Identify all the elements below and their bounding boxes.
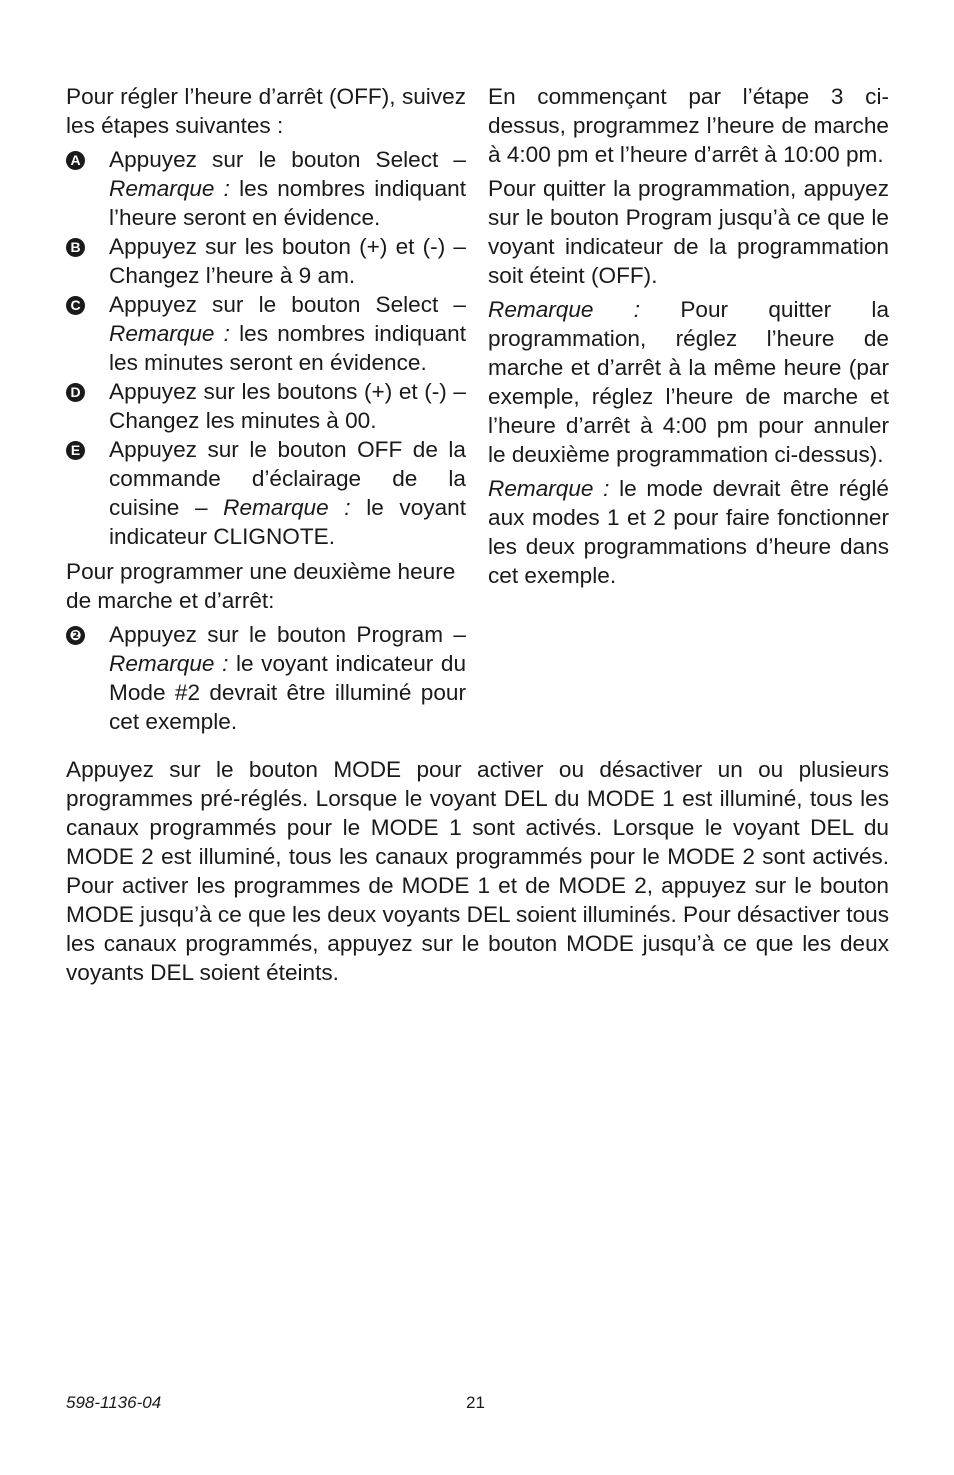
intro-paragraph: Pour régler l’heure d’arrêt (OFF), suivez les étapes suivantes :	[66, 84, 466, 138]
step-c-text: Appuyez sur le bouton Select –	[109, 292, 466, 317]
step-2-text-end: le voyant indicateur du Mode #2 devrait être illuminé pour cet exemple.	[109, 651, 467, 734]
right-paragraph-4-note: Remarque :	[488, 476, 610, 501]
right-column	[488, 82, 889, 595]
step-a-text-end: les nombres indiquant l’heure seront en évidence.	[109, 176, 466, 230]
right-paragraph-3	[488, 295, 889, 469]
step-e-note: Remarque :	[223, 495, 351, 520]
right-paragraph-1: En commençant par l’étape 3 ci-dessus, programmez l’heure de marche à 4:00 pm et l’heure d’arrêt à 10:00 pm.	[488, 84, 889, 167]
step-marker-d-icon: D	[66, 383, 85, 402]
step-a	[66, 145, 466, 232]
right-paragraph-4	[488, 474, 889, 590]
step-marker-a-icon: A	[66, 151, 85, 170]
step-marker-b-icon: B	[66, 238, 85, 257]
step-d	[66, 377, 466, 435]
step-a-note: Remarque :	[109, 176, 230, 201]
step-2	[66, 620, 466, 736]
step-d-text: Appuyez sur les boutons (+) et (-) – Changez les minutes à 00.	[109, 379, 466, 433]
left-column	[66, 82, 466, 736]
step-2-note: Remarque :	[109, 651, 229, 676]
step-a-text: Appuyez sur le bouton Select –	[109, 147, 466, 172]
step-c-text-end: les nombres indiquant les minutes seront en évidence.	[109, 321, 466, 375]
step-marker-c-icon: C	[66, 296, 85, 315]
step-e	[66, 435, 466, 551]
step-e-text-end: le voyant indicateur CLIGNOTE.	[109, 495, 466, 549]
right-paragraph-3-note: Remarque :	[488, 297, 641, 322]
mode-paragraph: Appuyez sur le bouton MODE pour activer ou désactiver un ou plusieurs programmes pré-réglés. Lorsque le voyant DEL du MODE 1 est illuminé, tous les canaux programmés pour le MODE 1 sont activés. Lorsque le voyant DEL du MODE 2 est illuminé, tous les canaux programmés pour le MODE 2 sont activés. Pour activer les programmes de MODE 1 et de MODE 2, appuyez sur le bouton MODE jusqu’à ce que les deux voyants DEL soient illuminés. Pour désactiver tous les canaux programmés, appuyez sur le bouton MODE jusqu’à ce que les deux voyants DEL soient éteints.	[66, 757, 889, 985]
right-paragraph-3-text: Pour quitter la programmation, réglez l’heure de marche et d’arrêt à la même heure (par exemple, réglez l’heure de marche et l’heure d’arrêt à 4:00 pm pour annuler le deuxième programmation ci-dessus).	[488, 297, 890, 467]
step-c-note: Remarque :	[109, 321, 230, 346]
step-2-text: Appuyez sur le bouton Program –	[109, 622, 466, 647]
step-c	[66, 290, 466, 377]
step-b-text: Appuyez sur les bouton (+) et (-) – Changez l’heure à 9 am.	[109, 234, 466, 288]
right-paragraph-4-text: le mode devrait être réglé aux modes 1 et 2 pour faire fonctionner les deux programmations d’heure dans cet exemple.	[488, 476, 890, 588]
right-paragraph-2: Pour quitter la programmation, appuyez sur le bouton Program jusqu’à ce que le voyant indicateur de la programmation soit éteint (OFF).	[488, 176, 889, 288]
page-number: 21	[466, 1393, 485, 1412]
document-number: 598-1136-04	[66, 1393, 162, 1412]
step-marker-e-icon: E	[66, 441, 85, 460]
step-e-text: Appuyez sur le bouton OFF de la commande d’éclairage de la cuisine –	[109, 437, 466, 520]
second-program-heading: Pour programmer une deuxième heure de marche et d’arrêt:	[66, 559, 456, 613]
step-b	[66, 232, 466, 290]
step-marker-2-icon: ❷	[66, 626, 85, 645]
